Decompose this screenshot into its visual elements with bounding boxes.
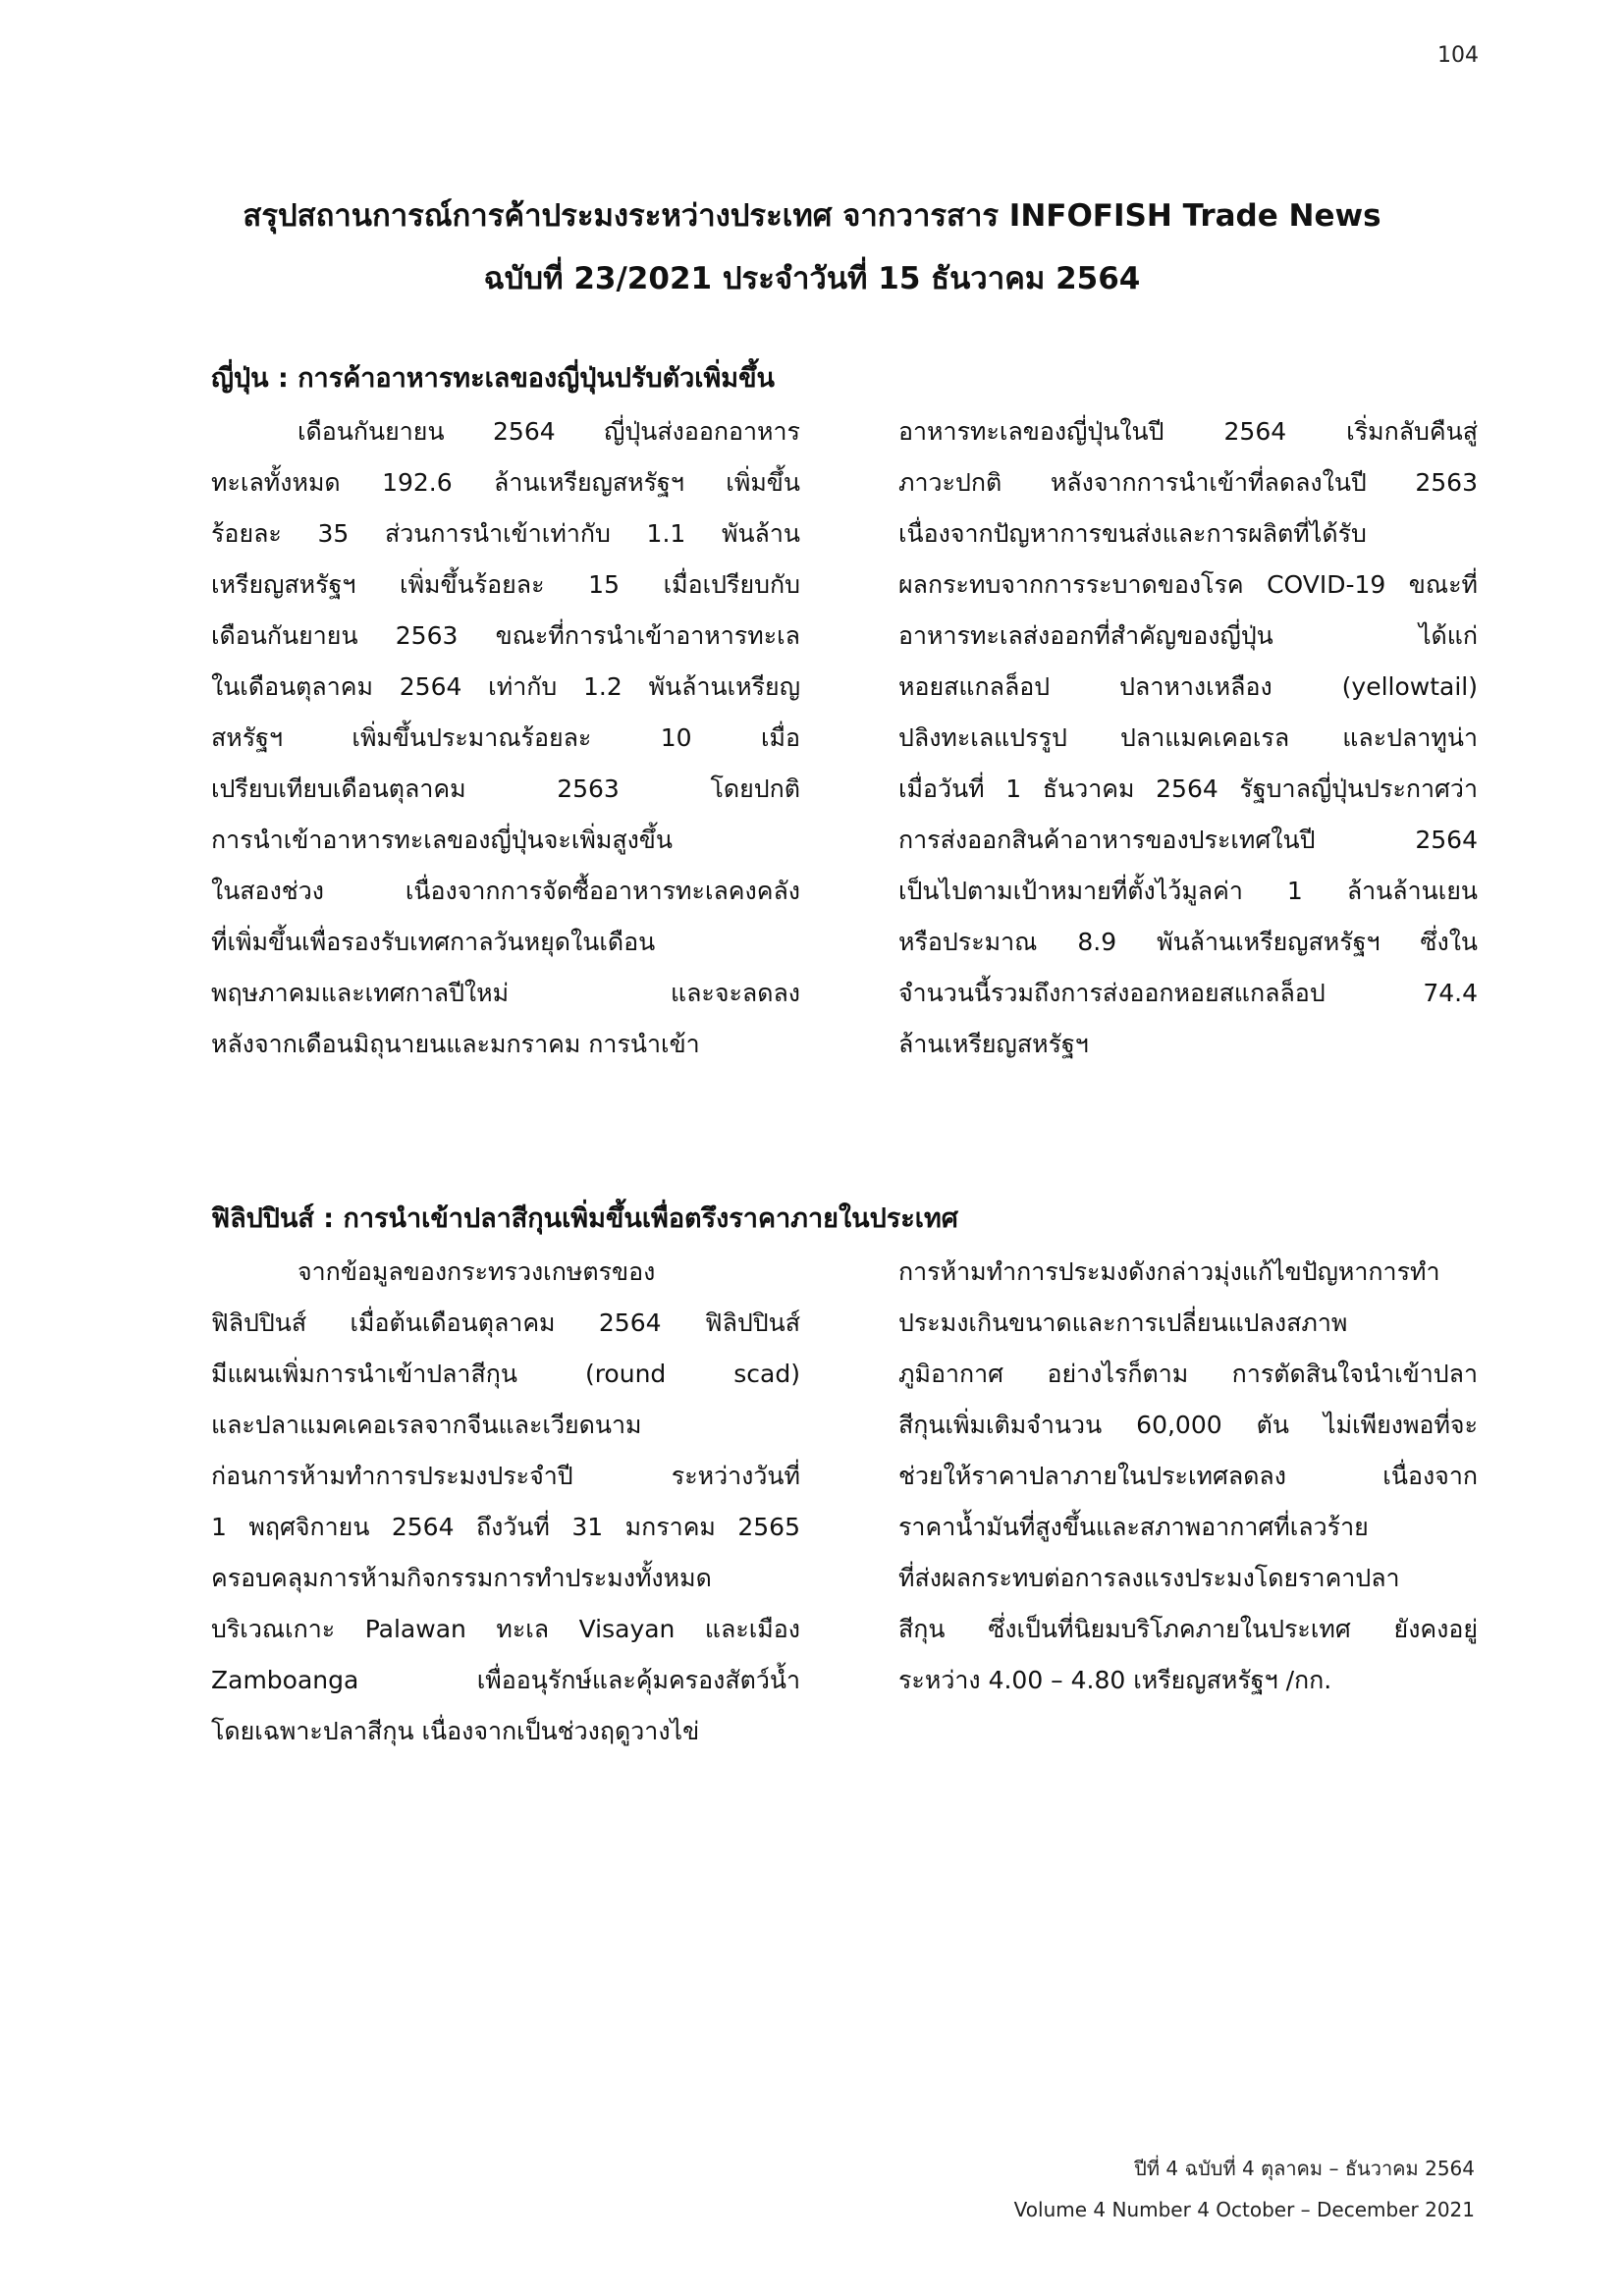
section-columns: [211, 406, 1478, 1070]
paragraph-line: ที่เพิ่มขึ้นเพื่อรองรับเทศกาลวันหยุดในเดือน: [211, 928, 656, 956]
paragraph-line: การส่งออกสินค้าอาหารของประเทศในปี 2564: [898, 826, 1478, 854]
paragraph-line: จากข้อมูลของกระทรวงเกษตรของ: [298, 1257, 656, 1286]
paragraph-line: ที่ส่งผลกระทบต่อการลงแรงประมงโดยราคาปลา: [898, 1564, 1400, 1592]
paragraph-line: เดือนกันยายน 2563 ขณะที่การนำเข้าอาหารทะเล: [211, 621, 800, 650]
title-line-1: สรุปสถานการณ์การค้าประมงระหว่างประเทศ จากวารสาร INFOFISH Trade News: [243, 198, 1381, 234]
paragraph-line: ผลกระทบจากการระบาดของโรค COVID-19 ขณะที่: [898, 570, 1478, 599]
paragraph-line: มีแผนเพิ่มการนำเข้าปลาสีกุน (round scad): [211, 1360, 800, 1388]
paragraph-line: Zamboanga เพื่ออนุรักษ์และคุ้มครองสัตว์น้ำ: [211, 1666, 800, 1694]
paragraph-line: และปลาแมคเคอเรลจากจีนและเวียดนาม: [211, 1411, 642, 1439]
right-column: [898, 406, 1478, 1070]
paragraph-line: อาหารทะเลส่งออกที่สำคัญของญี่ปุ่น ได้แก่: [898, 621, 1478, 650]
paragraph-line: หอยสแกลล็อป ปลาหางเหลือง (yellowtail): [898, 672, 1478, 701]
paragraph-line: เนื่องจากปัญหาการขนส่งและการผลิตที่ได้รับ: [898, 519, 1367, 548]
paragraph-line: อาหารทะเลของญี่ปุ่นในปี 2564 เริ่มกลับคืนสู่: [898, 417, 1478, 446]
paragraph-line: สหรัฐฯ เพิ่มขึ้นประมาณร้อยละ 10 เมื่อ: [211, 723, 800, 752]
title-line-2: ฉบับที่ 23/2021 ประจำวันที่ 15 ธันวาคม 2564: [483, 261, 1141, 296]
page-number: 104: [1437, 43, 1479, 68]
left-column: [211, 406, 800, 1070]
footer: [1014, 2148, 1475, 2230]
right-column: [898, 1247, 1478, 1757]
paragraph-line: ก่อนการห้ามทำการประมงประจำปี ระหว่างวันที่: [211, 1462, 800, 1490]
paragraph-line: สีกุน ซึ่งเป็นที่นิยมบริโภคภายในประเทศ ยังคงอยู่: [898, 1615, 1478, 1643]
left-column: [211, 1247, 800, 1757]
paragraph-line: ในสองช่วง เนื่องจากการจัดซื้ออาหารทะเลคงคลัง: [211, 877, 800, 905]
paragraph-line: สีกุนเพิ่มเติมจำนวน 60,000 ตัน ไม่เพียงพอที่จะ: [898, 1411, 1478, 1439]
paragraph-line: ร้อยละ 35 ส่วนการนำเข้าเท่ากับ 1.1 พันล้าน: [211, 519, 800, 548]
section-heading-japan: ญี่ปุ่น : การค้าอาหารทะเลของญี่ปุ่นปรับตัวเพิ่มขึ้น: [211, 363, 776, 394]
paragraph-line: 1 พฤศจิกายน 2564 ถึงวันที่ 31 มกราคม 2565: [211, 1513, 800, 1541]
section-heading-philippines: ฟิลิปปินส์ : การนำเข้าปลาสีกุนเพิ่มขึ้นเพื่อตรึงราคาภายในประเทศ: [211, 1203, 958, 1234]
paragraph-line: ปลิงทะเลแปรรูป ปลาแมคเคอเรล และปลาทูน่า: [898, 723, 1478, 752]
paragraph-line: ทะเลทั้งหมด 192.6 ล้านเหรียญสหรัฐฯ เพิ่มขึ้น: [211, 468, 800, 497]
title-block: [147, 185, 1477, 310]
section-japan: [211, 359, 1478, 1070]
paragraph-line: บริเวณเกาะ Palawan ทะเล Visayan และเมือง: [211, 1615, 800, 1643]
paragraph-line: ภาวะปกติ หลังจากการนำเข้าที่ลดลงในปี 2563: [898, 468, 1478, 497]
paragraph-line: จำนวนนี้รวมถึงการส่งออกหอยสแกลล็อป 74.4: [898, 979, 1478, 1007]
paragraph-line: หลังจากเดือนมิถุนายนและมกราคม การนำเข้า: [211, 1030, 700, 1058]
paragraph-line: โดยเฉพาะปลาสีกุน เนื่องจากเป็นช่วงฤดูวางไข่: [211, 1717, 700, 1745]
paragraph-line: ภูมิอากาศ อย่างไรก็ตาม การตัดสินใจนำเข้าปลา: [898, 1360, 1478, 1388]
paragraph-line: ราคาน้ำมันที่สูงขึ้นและสภาพอากาศที่เลวร้าย: [898, 1513, 1369, 1541]
paragraph-line: เหรียญสหรัฐฯ เพิ่มขึ้นร้อยละ 15 เมื่อเปรียบกับ: [211, 570, 800, 599]
paragraph-line: เป็นไปตามเป้าหมายที่ตั้งไว้มูลค่า 1 ล้านล้านเยน: [898, 877, 1478, 905]
paragraph-line: ครอบคลุมการห้ามกิจกรรมการทำประมงทั้งหมด: [211, 1564, 712, 1592]
section-philippines: [211, 1200, 1478, 1757]
paragraph-line: พฤษภาคมและเทศกาลปีใหม่ และจะลดลง: [211, 979, 800, 1007]
paragraph-line: การห้ามทำการประมงดังกล่าวมุ่งแก้ไขปัญหาการทำ: [898, 1257, 1440, 1286]
paragraph-line: ช่วยให้ราคาปลาภายในประเทศลดลง เนื่องจาก: [898, 1462, 1478, 1490]
paragraph-line: การนำเข้าอาหารทะเลของญี่ปุ่นจะเพิ่มสูงขึ้น: [211, 826, 673, 854]
paragraph-line: ประมงเกินขนาดและการเปลี่ยนแปลงสภาพ: [898, 1308, 1348, 1337]
paragraph-line: เมื่อวันที่ 1 ธันวาคม 2564 รัฐบาลญี่ปุ่นประกาศว่า: [898, 774, 1478, 803]
paragraph-line: เดือนกันยายน 2564 ญี่ปุ่นส่งออกอาหาร: [298, 417, 800, 446]
paragraph-line: ในเดือนตุลาคม 2564 เท่ากับ 1.2 พันล้านเหรียญ: [211, 672, 800, 701]
paragraph-line: ล้านเหรียญสหรัฐฯ: [898, 1030, 1089, 1058]
paragraph-line: ระหว่าง 4.00 – 4.80 เหรียญสหรัฐฯ /กก.: [898, 1666, 1332, 1694]
paragraph-line: หรือประมาณ 8.9 พันล้านเหรียญสหรัฐฯ ซึ่งใน: [898, 928, 1478, 956]
paragraph-line: เปรียบเทียบเดือนตุลาคม 2563 โดยปกติ: [211, 774, 800, 803]
section-columns: [211, 1247, 1478, 1757]
footer-english: Volume 4 Number 4 October – December 2021: [1013, 2198, 1475, 2221]
paragraph-line: ฟิลิปปินส์ เมื่อต้นเดือนตุลาคม 2564 ฟิลิปปินส์: [211, 1308, 800, 1337]
footer-thai: ปีที่ 4 ฉบับที่ 4 ตุลาคม – ธันวาคม 2564: [1134, 2157, 1475, 2180]
